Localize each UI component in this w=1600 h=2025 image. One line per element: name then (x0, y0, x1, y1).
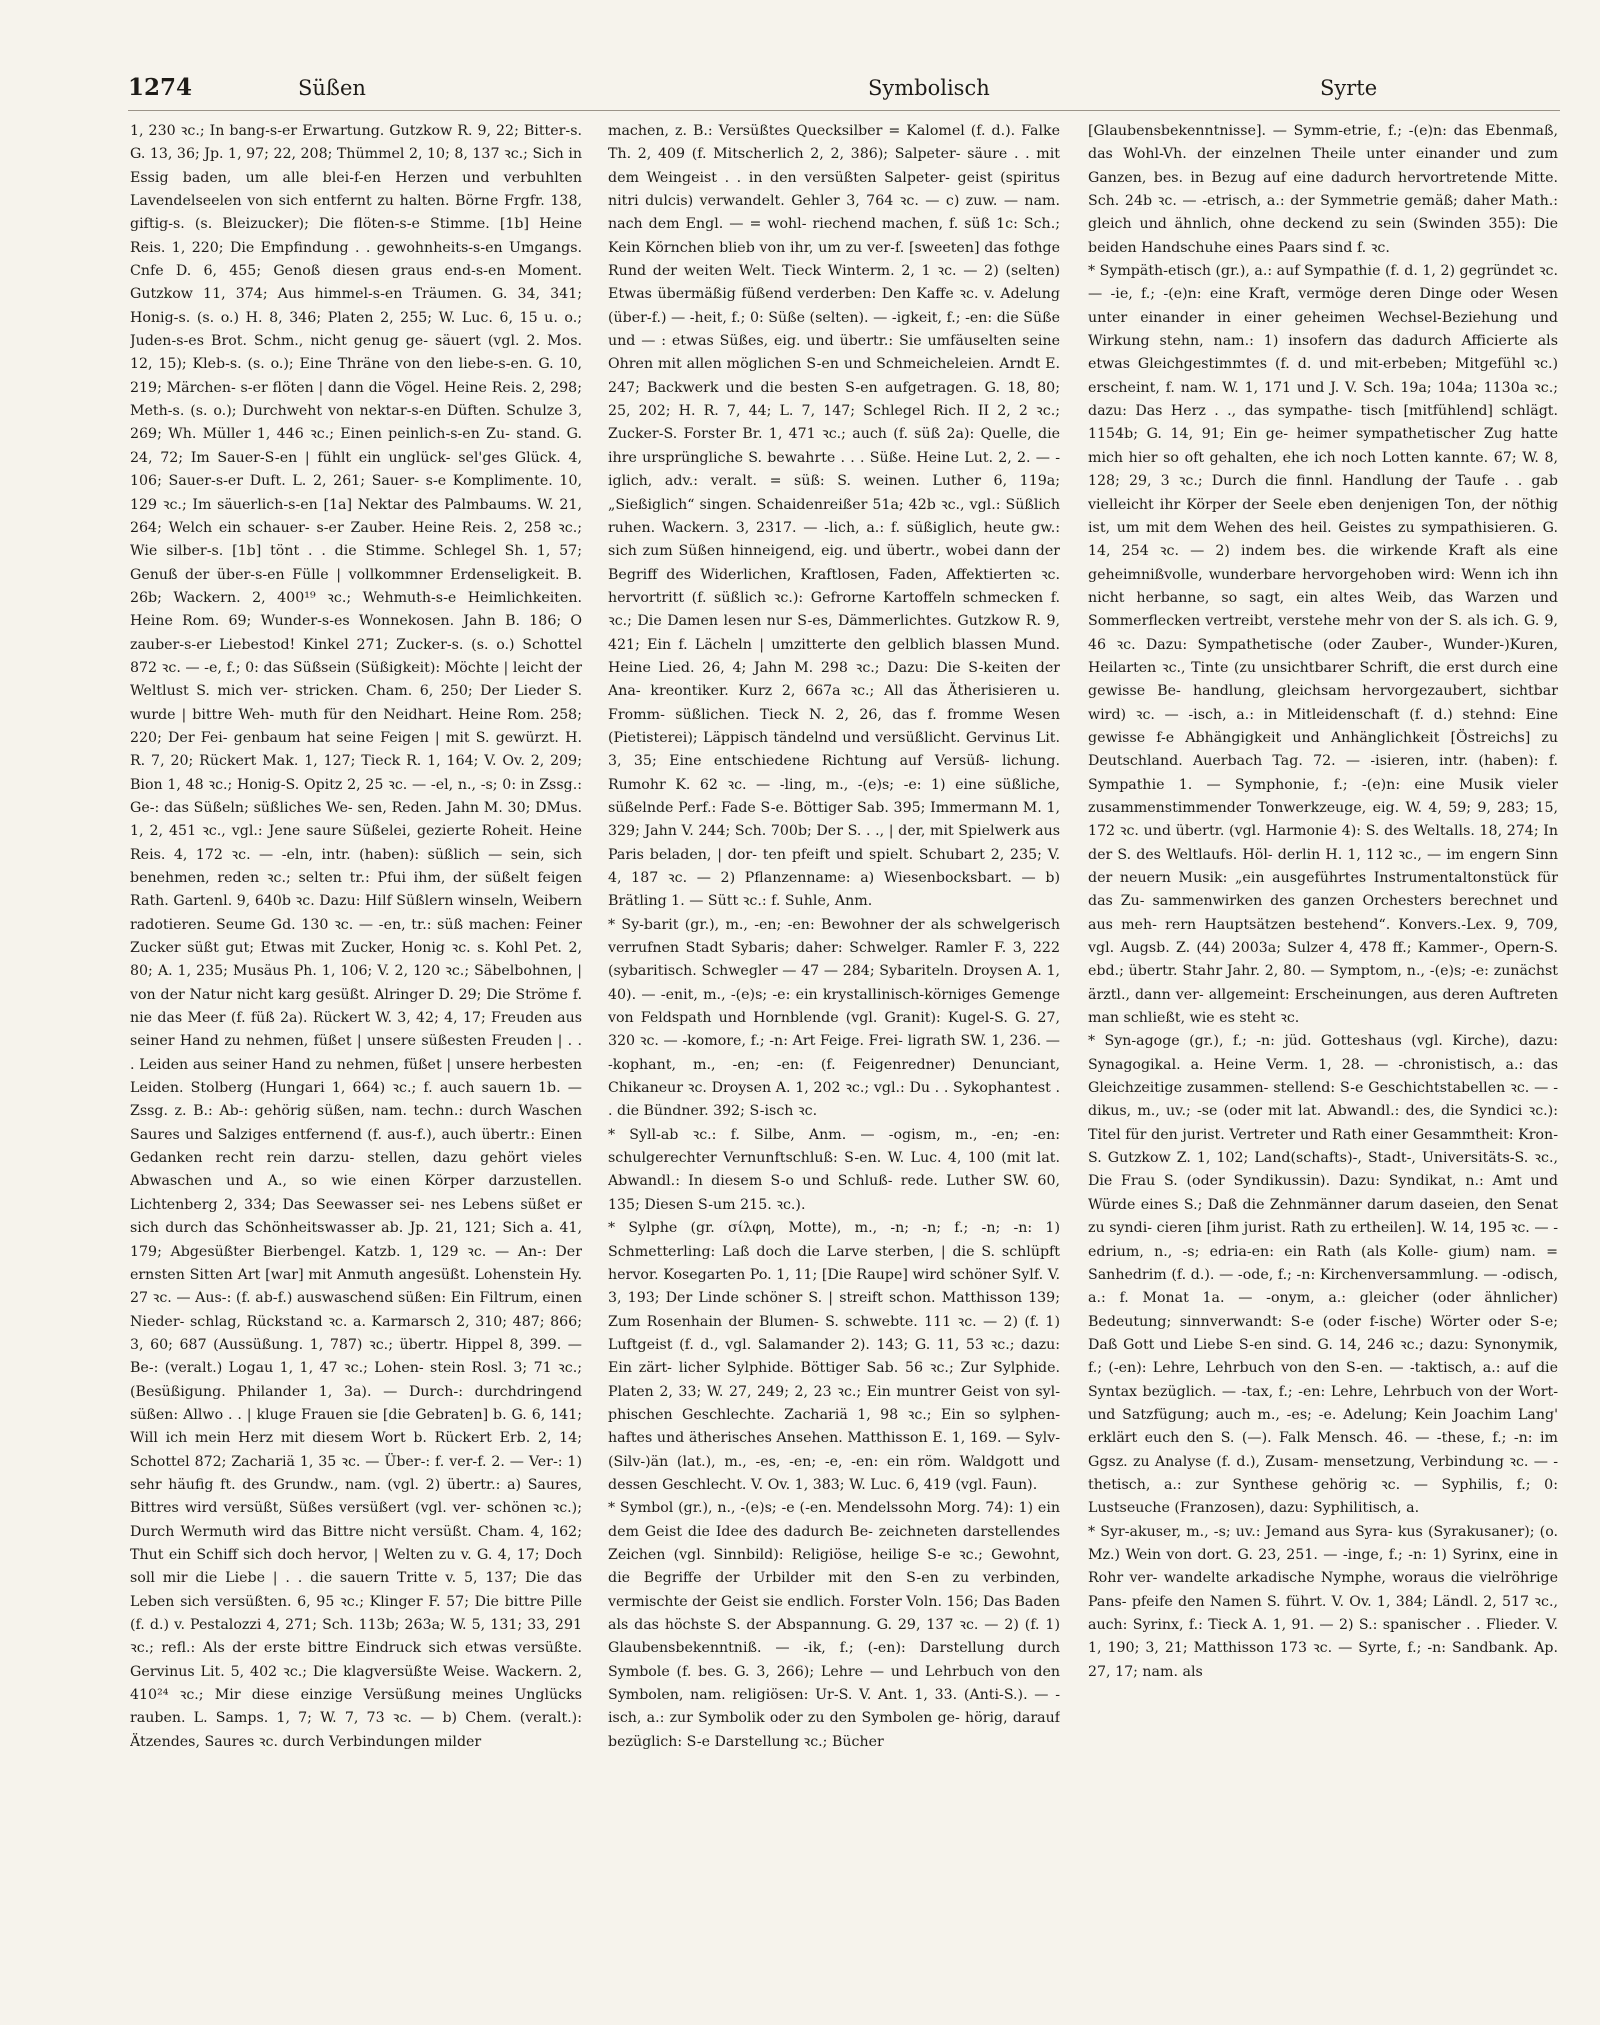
column-1-paragraph-1: 1, 230 ꝛc.; In bang-s-er Erwartung. Gutzkow R. 9, 22; Bitter-s. G. 13, 36; Jp. 1, 97; 22, 208; Thümmel 2, 10; 8, 137 ꝛc.; Sich in Essig baden, um alle blei-f-en Herzen und verbuhlten Lavendelseelen von sich entfernt zu halten. Börne Frgfr. 138, giftig-s. (s. Bleizucker); Die flöten-s-e Stimme. [1b] Heine Reis. 1, 220; Die Empfindung . . gewohnheits-s-en Umgangs. Cnfe D. 6, 455; Genoß diesen graus end-s-en Moment. Gutzkow 11, 374; Aus himmel-s-en Träumen. G. 34, 341; Honig-s. (s. o.) H. 8, 346; Platen 2, 255; W. Luc. 6, 15 u. o.; Juden-s-es Brot. Schm., nicht genug ge- säuert (vgl. 2. Mos. 12, 15); Kleb-s. (s. o.); Eine Thräne von den liebe-s-en. G. 10, 219; Märchen- s-er flöten | dann die Vögel. Heine Reis. 2, 298; Meth-s. (s. o.); Durchweht von nektar-s-en Düften. Schulze 3, 269; Wh. Müller 1, 446 ꝛc.; Einen peinlich-s-en Zu- stand. G. 24, 72; Im Sauer-S-en | fühlt ein unglück- sel'ges Glück. 4, 106; Sauer-s-er Duft. L. 2, 261; Sauer- s-e Komplimente. 10, 129 ꝛc.; Im säuerlich-s-en [1a] Nektar des Palmbaums. W. 21, 264; Welch ein schauer- s-er Zauber. Heine Reis. 2, 258 ꝛc.; Wie silber-s. [1b] tönt . . die Stimme. Schlegel Sh. 1, 57; Genuß der über-s-en Fülle | vollkommner Erdenseligkeit. B. 26b; Wackern. 2, 400¹⁹ ꝛc.; Wehmuth-s-e Heimlichkeiten. Heine Rom. 69; Wunder-s-es Wonnekosen. Jahn B. 186; O zauber-s-er Liebestod! Kinkel 271; Zucker-s. (s. o.) Schottel 872 ꝛc. — -e, f.; 0: das Süßsein (Süßigkeit): Möchte | leicht der Weltlust S. mich ver- stricken. Cham. 6, 250; Der Lieder S. wurde | bittre Weh- muth für den Neidhart. Heine Rom. 258; 220; Der Fei- genbaum hat seine Feigen | mit S. gewürzt. H. R. 7, 20; Rückert Mak. 1, 127; Tieck R. 1, 164; V. Ov. 2, 209; Bion 1, 48 ꝛc.; Honig-S. Opitz 2, 25 ꝛc. — -el, n., -s; 0: in Zssg.: Ge-: das Süßeln; süßliches We- sen, Reden. Jahn M. 30; DMus. 1, 2, 451 ꝛc., vgl.: Jene saure Süßelei, gezierte Roheit. Heine Reis. 4, 172 ꝛc. — -eln, intr. (haben): süßlich — sein, sich benehmen, reden ꝛc.; selten tr.: Pfui ihm, der süßelt feigen Rath. Gartenl. 9, 640b ꝛc. Dazu: Hilf Süßlern winseln, Weibern radotieren. Seume Gd. 130 ꝛc. — -en, tr.: süß machen: Feiner Zucker süßt gut; Etwas mit Zucker, Honig ꝛc. s. Kohl Pet. 2, 80; A. 1, 235; Musäus Ph. 1, 106; V. 2, 120 ꝛc.; Säbelbohnen, | von der Natur nicht karg gesüßt. Alringer D. 29; Die Ströme f. nie das Meer (f. füß 2a). Rückert W. 3, 42; 4, 17; Freuden aus seiner Hand zu nehmen, füßet | unsere süßesten Freuden | . . . Leiden aus seiner Hand zu nehmen, füßet | unsere herbesten Leiden. Stolberg (Hungari 1, 664) ꝛc.; f. auch sauern 1b. — Zssg. z. B.: Ab-: gehörig süßen, nam. techn.: durch Waschen Saures und Salziges entfernend (f. aus-f.), auch übertr.: Einen Gedanken recht rein darzu- stellen, dazu gehört vieles Abwaschen und A., so wie einen Körper darzustellen. Lichtenberg 2, 334; Das Seewasser sei- nes Lebens süßet er sich durch das Schönheitswasser ab. Jp. 21, 121; Sich a. 41, 179; Abgesüßter Bierbengel. Katzb. 1, 129 ꝛc. — An-: Der ernsten Sitten Art [war] mit Anmuth angesüßt. Lohenstein Hy. 27 ꝛc. — Aus-: (f. ab-f.) auswaschend süßen: Ein Filtrum, einen Nieder- schlag, Rückstand ꝛc. a. Karmarsch 2, 310; 487; 866; 3, 60; 687 (Aussüßung. 1, 787) ꝛc.; übertr. Hippel 8, 399. — Be-: (veralt.) Logau 1, 1, 47 ꝛc.; Lohen- stein Rosl. 3; 71 ꝛc.; (Besüßigung. Philander 1, 3a). — Durch-: durchdringend süßen: Allwo . . | kluge Frauen sie [die Gebraten] b. G. 6, 141; Will ich mein Herz mit diesem Wort b. Rückert Erb. 2, 14; Schottel 872; Zachariä 1, 35 ꝛc. — Über-: f. ver-f. 2. — Ver-: 1) sehr häufig ft. des Grundw., nam. (vgl. 2) übertr.: a) Saures, Bittres wird versüßt, Süßes versüßert (vgl. ver- schönen ꝛc.); Durch Wermuth wird das Bittre nicht versüßt. Cham. 4, 162; Thut ein Schiff sich doch hervor, | Welten zu v. G. 4, 17; Doch soll mir die Liebe | . . die sauern Tritte v. 5, 137; Die das Leben sich versüßten. 6, 95 ꝛc.; Klinger F. 57; Die bittre Pille (f. d.) v. Pestalozzi 4, 271; Sch. 113b; 263a; W. 5, 131; 33, 291 ꝛc.; refl.: Als der erste bittre Eindruck sich etwas versüßte. Gervinus Lit. 5, 402 ꝛc.; Die klagversüßte Weise. Wackern. 2, 410²⁴ ꝛc.; Mir diese einzige Versüßung meines Unglücks rauben. L. Samps. 1, 7; W. 7, 73 ꝛc. — b) Chem. (veralt.): Ätzendes, Saures ꝛc. durch Verbindungen milder (130, 123, 582, 1750)
text-column-3 (1088, 120, 1558, 2015)
entry-symbol: * Symbol (gr.), n., -(e)s; -e (-en. Mendelssohn Morg. 74): 1) ein dem Geist die Idee des dadurch Be- zeichneten darstellendes Zeichen (vgl. Sinnbild): Religiöse, heilige S-e ꝛc.; Gewohnt, die Begriffe der Urbilder mit den S-en zu verbinden, vermischte der Geist sie endlich. Forster Voln. 156; Das Baden als das höchste S. der Abspannung. G. 29, 137 ꝛc. — 2) (f. 1) Glaubensbekenntniß. — -ik, f.; (-en): Darstellung durch Symbole (f. bes. G. 3, 266); Lehre — und Lehrbuch von den Symbolen, nam. religiösen: Ur-S. V. Ant. 1, 33. (Anti-S.). — -isch, a.: zur Symbolik oder zu den Symbolen ge- hörig, darauf bezüglich: S-e Darstellung ꝛc.; Bücher (608, 1500, 1060, 1750)
header-last-headword: Syrte (1320, 76, 1378, 100)
text-column-1 (130, 120, 582, 2015)
entry-syllab: * Syll-ab ꝛc.: f. Silbe, Anm. — -ogism, m., -en; -en: schulgerechter Vernunftschluß: S-en. W. Luc. 4, 100 (mit lat. Abwandl.: In diesem S-o und Schluß- rede. Luther SW. 60, 135; Diesen S-um 215. ꝛc.). (608, 1126, 1060, 1213)
text-column-2 (608, 120, 1060, 2015)
page-number: 1274 (128, 74, 193, 101)
entry-sybarit: * Sy-barit (gr.), m., -en; -en: Bewohner der als schwelgerisch verrufnen Stadt Sybaris; daher: Schwelger. Ramler F. 3, 222 (sybaritisch. Schwegler — 47 — 284; Sybariteln. Droysen A. 1, 40). — -enit, m., -(e)s; -e: ein krystallinisch-körniges Gemenge von Feldspath und Hornblende (vgl. Granit): Kugel-S. G. 27, 320 ꝛc. — -komore, f.; -n: Art Feige. Frei- ligrath SW. 1, 236. — -kophant, m., -en; -en: (f. Feigenredner) Denunciant, Chikaneur ꝛc. Droysen A. 1, 202 ꝛc.; vgl.: Du . . Sykophantest . . die Bündner. 392; S-isch ꝛc. (608, 916, 1060, 1120)
header-first-headword: Süßen (298, 76, 366, 100)
entry-syrakuser: * Syr-akuser, m., -s; uv.: Jemand aus Syra- kus (Syrakusaner); (o. Mz.) Wein von dort. G. 23, 251. — -inge, f.; -n: 1) Syrinx, eine in Rohr ver- wandelte arkadische Nymphe, woraus die vielröhrige Pans- pfeife den Namen S. führt. V. Ov. 1, 384; Ländl. 2, 517 ꝛc., auch: Syrinx, f.: Tieck A. 1, 91. — 2) S.: spanischer . . Flieder. V. 1, 190; 3, 21; Matthisson 173 ꝛc. — Syrte, f.; -n: Sandbank. Ap. 27, 17; nam. als (1088, 1523, 1558, 1680)
column-3-paragraph-1: [Glaubensbekenntnisse]. — Symm-etrie, f.; -(e)n: das Ebenmaß, das Wohl-Vh. der einzelnen Theile unter einander und zum Ganzen, bes. in Bezug auf eine dadurch hervortretende Mitte. Sch. 24b ꝛc. — -etrisch, a.: der Symmetrie gemäß; daher Math.: gleich und ähnlich, ohne deckend zu sein (Swinden 355): Die beiden Handschuhe eines Paars sind f. ꝛc. (1088, 123, 1558, 256)
entry-synagoge: * Syn-agoge (gr.), f.; -n: jüd. Gotteshaus (vgl. Kirche), dazu: Synagogikal. a. Heine Verm. 1, 28. — -chronistisch, a.: das Gleichzeitige zusammen- stellend: S-e Geschichtstabellen ꝛc. — -dikus, m., uv.; -se (oder mit lat. Abwandl.: des, die Syndici ꝛc.): Titel für den jurist. Vertreter und Rath einer Gesammtheit: Kron-S. Gutzkow Z. 1, 102; Land(schafts)-, Stadt-, Universitäts-S. ꝛc., Die Frau S. (oder Syndikussin). Dazu: Syndikat, n.: Amt und Würde eines S.; Daß die Zehnmänner darum daseien, den Senat zu syndi- cieren [ihm jurist. Rath zu ertheilen]. W. 14, 195 ꝛc. — -edrium, n., -s; edria-en: ein Rath (als Kolle- gium) nam. = Sanhedrim (f. d.). — -ode, f.; -n: Kirchenversammlung. — -odisch, a.: f. Monat 1a. — -onym, a.: gleicher (oder ähnlicher) Bedeutung; sinnverwandt: S-e (oder f-ische) Wörter oder S-e; Daß Gott und Liebe S-en sind. G. 14, 246 ꝛc.; dazu: Synonymik, f.; (-en): Lehre, Lehrbuch von den S-en. — -taktisch, a.: auf die Syntax bezüglich. — -tax, f.; -en: Lehre, Lehrbuch von der Wort- und Satzfügung; auch m., -es; -e. Adelung; Kein Joachim Lang' erklärt euch den S. (—). Falk Mensch. 46. — -these, f.; -n: im Ggsz. zu Analyse (f. d.), Zusam- mensetzung, Verbindung ꝛc. — -thetisch, a.: zur Synthese gehörig ꝛc. — Syphilis, f.; 0: Lustseuche (Franzosen), dazu: Syphilitisch, a. (1088, 1033, 1558, 1517)
column-2-paragraph-1: machen, z. B.: Versüßtes Quecksilber = Kalomel (f. d.). Falke Th. 2, 409 (f. Mitscherlich 2, 2, 386); Salpeter- säure . . mit dem Weingeist . . in den versüßten Salpeter- geist (spiritus nitri dulcis) verwandelt. Gehler 3, 764 ꝛc. — c) zuw. — nam. nach dem Engl. — = wohl- riechend machen, f. süß 1c: Sch.; Kein Körnchen blieb von ihr, um zu ver-f. [sweeten] das fothge Rund der weiten Welt. Tieck Winterm. 2, 1 ꝛc. — 2) (selten) Etwas übermäßig füßend verderben: Den Kaffe ꝛc. v. Adelung (über-f.) — -heit, f.; 0: Süße (selten). — -igkeit, f.; -en: die Süße und — : etwas Süßes, eig. und übertr.: Sie umfäuselten seine Ohren mit allen möglichen S-en und Schmeicheleien. Arndt E. 247; Backwerk und die besten S-en aufgetragen. G. 18, 80; 25, 202; H. R. 7, 44; L. 7, 147; Schlegel Rich. II 2, 2 ꝛc.; Zucker-S. Forster Br. 1, 471 ꝛc.; auch (f. süß 2a): Quelle, die ihre ursprüngliche S. bewahrte . . . Süße. Heine Lut. 2, 2. — -iglich, adv.: veralt. = süß: S. weinen. Luther 6, 119a; „Sießiglich“ singen. Schaidenreißer 51a; 42b ꝛc., vgl.: Süßlich ruhen. Wackern. 3, 2317. — -lich, a.: f. süßiglich, heute gw.: sich zum Süßen hinneigend, eig. und übertr., wobei dann der Begriff des Widerlichen, Kraftlosen, Faden, Affektierten ꝛc. hervortritt (f. süßlich ꝛc.): Gefrorne Kartoffeln schmecken f. ꝛc.; Die Damen lesen nur S-es, Dämmerlichtes. Gutzkow R. 9, 421; Ein f. Lächeln | umzitterte den gelblich blassen Mund. Heine Lied. 26, 4; Jahn M. 298 ꝛc.; Dazu: Die S-keiten der Ana- kreontiker. Kurz 2, 667a ꝛc.; All das Ätherisieren u. Fromm- süßlichen. Tieck N. 2, 26, das f. fromme Wesen (Pietisterei); Läppisch tändelnd und versüßlicht. Gervinus Lit. 3, 35; Eine entschiedene Richtung auf Versüß- lichung. Rumohr K. 62 ꝛc. — -ling, m., -(e)s; -e: 1) eine süßliche, süßelnde Perf.: Fade S-e. Böttiger Sab. 395; Immermann M. 1, 329; Jahn V. 244; Sch. 700b; Der S. . ., | der, mit Spielwerk aus Paris beladen, | dor- ten pfeift und spielt. Schubart 2, 235; V. 4, 187 ꝛc. — 2) Pflanzenname: a) Wiesenbocksbart. — b) Brätling 1. — Sütt ꝛc.: f. Suhle, Anm. (608, 123, 1060, 910)
entry-sylphe: * Sylphe (gr. σίλφη, Motte), m., -n; -n; f.; -n; -n: 1) Schmetterling: Laß doch die Larve sterben, | die S. schlüpft hervor. Kosegarten Po. 1, 11; [Die Raupe] wird schöner Sylf. V. 3, 193; Der Linde schöner S. | streift schon. Matthisson 139; Zum Rosenhain der Blumen- S. schwebte. 111 ꝛc. — 2) (f. 1) Luftgeist (f. d., vgl. Salamander 2). 143; G. 11, 53 ꝛc.; dazu: Ein zärt- licher Sylphide. Böttiger Sab. 56 ꝛc.; Zur Sylphide. Platen 2, 33; W. 27, 249; 2, 23 ꝛc.; Ein muntrer Geist von syl- phischen Geschlechte. Zachariä 1, 98 ꝛc.; Ein so sylphen- haftes und ätherisches Ansehen. Matthisson E. 1, 169. — Sylv- (Silv-)än (lat.), m., -es, -en; -e, -en: ein röm. Waldgott und dessen Geschlecht. V. Ov. 1, 383; W. Luc. 6, 419 (vgl. Faun). (608, 1220, 1060, 1493)
entry-sympathetisch: * Sympäth-etisch (gr.), a.: auf Sympathie (f. d. 1, 2) gegründet ꝛc. — -ie, f.; -(e)n: eine Kraft, vermöge deren Dinge oder Wesen unter einander in einer geheimen Wechsel-Beziehung und Wirkung stehn, nam.: 1) insofern das dadurch Afficierte als etwas Gleichgestimmtes (f. d. und mit-erbeben; Mitgefühl ꝛc.) erscheint, f. nam. W. 1, 171 und J. V. Sch. 19a; 104a; 1130a ꝛc.; dazu: Das Herz . ., das sympathe- tisch [mitfühlend] schlägt. 1154b; G. 14, 91; Ein ge- heimer sympathetischer Zug hatte mich hier so oft gehalten, ehe ich noch Lotten kannte. 67; W. 8, 128; 29, 3 ꝛc.; Durch die finnl. Handlung der Taufe . . gab vielleicht ihr Körper der Seele eben denjenigen Ton, der nöthig ist, um mit dem Wehen des heil. Geistes zu sympathisieren. G. 14, 254 ꝛc. — 2) indem bes. die wirkende Kraft als eine geheimnißvolle, wunderbare hervorgehoben wird: Wenn ich ihn nicht herbanne, so sagt, ein altes Weib, das Warzen und Sommerflecken vertreibt, verstehe mehr von der S. als ich. G. 9, 46 ꝛc. Dazu: Sympathetische (oder Zauber-, Wunder-)Kuren, Heilarten ꝛc., Tinte (zu unsichtbarer Schrift, die erst durch eine gewisse Be- handlung, gleichsam hervorgezaubert, sichtbar wird) ꝛc. — -isch, a.: in Mitleidenschaft (f. d.) stehnd: Eine gewisse f-e Abhängigkeit und Anhänglichkeit [Östreichs] zu Deutschland. Auerbach Tag. 72. — -isieren, intr. (haben): f. Sympathie 1. — Symphonie, f.; -(e)n: eine Musik vieler zusammenstimmender Tonwerkzeuge, eig. W. 4, 59; 9, 283; 15, 172 ꝛc. und übertr. (vgl. Harmonie 4): S. des Weltalls. 18, 274; In der S. des Weltlaufs. Höl- derlin H. 1, 112 ꝛc., — im engern Sinn der neuern Musik: „ein ausgeführtes Instrumentaltonstück für das Zu- sammenwirken des ganzen Orchesters berechnet und aus meh- rern Hauptsätzen bestehend“. Konvers.-Lex. 9, 709, vgl. Augsb. Z. (44) 2003a; Sulzer 4, 478 ff.; Kammer-, Opern-S. ebd.; übertr. Stahr Jahr. 2, 80. — Symptom, n., -(e)s; -e: zunächst ärztl., dann ver- allgemeint: Erscheinungen, aus deren Auftreten man schließt, wie es steht ꝛc. (1088, 263, 1558, 1027)
header-rule (128, 110, 1560, 111)
header-center-headword: Symbolisch (868, 76, 990, 100)
running-header (128, 74, 1560, 108)
